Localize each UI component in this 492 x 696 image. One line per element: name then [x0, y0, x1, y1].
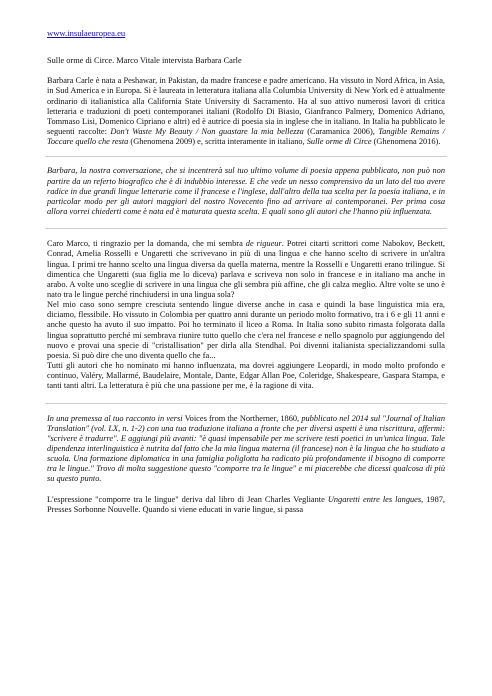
- answer-1-paragraph-1: [47, 239, 445, 300]
- a2-run: , 1987, Presses Sorbonne Nouvelle. Quando si viene educati in varie lingue, si passa: [47, 494, 445, 514]
- bio-run: Don't Waste My Beauty / Non guastare la mia bellezza: [110, 127, 304, 137]
- section-divider: [45, 228, 447, 229]
- bio-paragraph: [47, 76, 445, 147]
- a1-run: de rigueur: [245, 239, 282, 249]
- question-1: Barbara, la nostra conversazione, che si incentrerà sul tuo ultimo volume di poesia appena pubblicato, non può non partire da un referto biografico che è di indubbio interesse. E che vede un nesso comprensivo da un lato del tuo avere radice in due grandi lingue letterarie come il francese e l'inglese, dall'altro della tua scelta per la poesia italiana, e in particolar modo per gli autori maggiori del nostro Novecento fino ad arrivare ai contemporanei. Per prima cosa allora vorrei chiederti come è nata ed è maturata questa scelta. E quali sono gli autori che l'hanno più influenzata.: [47, 166, 445, 217]
- q2-run: In una premessa al tuo racconto in versi: [47, 413, 185, 423]
- question-2: [47, 414, 445, 485]
- answer-2-paragraph-1: [47, 495, 445, 515]
- q2-run: pubblicato nel 2014 sul "Journal of Italian Translation" (vol. LX, n. 1-2) con una tua traduzione italiana a fronte che per diversi aspetti è una riscrittura, affermi: "scrivere è tradurre". E aggiungi più avanti: "è quasi impensabile per me scrivere testi poetici in un'unica lingua. Tale dipendenza interlinguistica è nutrita dal fatto che la mia lingua materna (il francese) non è la lingua che ho studiato a scuola. Una formazione diplomatica in una famiglia poliglotta ha radicato più profondamente il bisogno di comporre tra le lingue." Trovo di molta suggestione questo "comporre tra le lingue" e mi piacerebbe che dicessi qualcosa di più su questo punto.: [47, 413, 445, 484]
- bio-run: Barbara Carle è nata a Peshawar, in Pakistan, da madre francese e padre americano. Ha vissuto in Nord Africa, in Asia, in Sud America e in Europa. Si è laureata in letteratura italiana alla Columbia University di New York ed è attualmente ordinario di italianistica alla California State University di Sacramento. Ha al suo attivo numerosi lavori di critica letteraria e traduzioni di poeti contemporanei italiani (Rodolfo Di Biasio, Gianfranco Palmery, Domenico Adriano, Tommaso Lisi, Domenico Cipriano e altri) ed è autrice di poesia sia in inglese che in italiano. In Italia ha pubblicato le seguenti raccolte:: [47, 76, 445, 137]
- article-title: Sulle orme di Circe. Marco Vitale intervista Barbara Carle: [47, 56, 242, 66]
- answer-1-paragraph-2: Nel mio caso sono sempre cresciuta sentendo lingue diverse anche in casa e quindi la base linguistica mia era, diciamo, flessibile. Ho vissuto in Colombia per quattro anni durante un periodo molto formativo, tra i 6 e gli 11 anni e anche questo ha avuto il suo impatto. Poi ho terminato il liceo a Roma. In Italia sono subito rimasta folgorata dalla lingua soprattutto perché mi sembrava riunire tutto quello che c'era nel francese e nello spagnolo pur aggiungendo del nuovo e provai una specie di "cristallisation" per dirla alla Stendhal. Poi divenni italianista specializzandomi sulla poesia. Si può dire che uno diventa quello che fa...: [47, 300, 445, 360]
- website-link[interactable]: www.insulaeuropea.eu: [47, 28, 126, 38]
- bio-run: (Ghenomena 2009) e, scritta interamente in italiano,: [128, 137, 307, 147]
- bio-run: (Caramanica 2006),: [303, 127, 379, 137]
- a1-run: Caro Marco, ti ringrazio per la domanda, che mi sembra: [47, 239, 246, 249]
- section-divider: [45, 403, 447, 404]
- a2-run: L'espressione "comporre tra le lingue" deriva dal libro di Jean Charles Vegliante: [47, 494, 328, 504]
- q2-run: Voices from the Northerner, 1860,: [184, 413, 300, 423]
- a1-run: . Potrei citarti scrittori come Nabokov, Beckett, Conrad, Amelia Rosselli e Ungaretti che scrivevano in più di una lingua e che hanno scelto di scrivere in un'altra lingua. I primi tre hanno scelto una lingua diversa da quella materna, mentre la Rosselli e Ungaretti erano trilingue. Si dimentica che Ungaretti (sua figlia me lo diceva) parlava e scriveva non solo in francese e in italiano ma anche in arabo. A volte uno sceglie di scrivere in una lingua che gli sembra più affine, che gli calza meglio. Altre volte se uno è nato tra le lingue perché rinchiudersi in una lingua sola?: [47, 239, 445, 299]
- bio-run: Sulle orme di Circe: [306, 137, 372, 147]
- a2-run: Ungaretti entre les langues: [327, 494, 422, 504]
- answer-1-paragraph-3: Tutti gli autori che ho nominato mi hanno influenzata, ma dovrei aggiungere Leopardi, in modo molto profondo e continuo, Valéry, Mallarmé, Baudelaire, Montale, Dante, Edgar Allan Poe, Coleridge, Shakespeare, Gaspara Stampa, e tanti tanti altri. La letteratura è più che una passione per me, è la ragione di vita.: [47, 361, 445, 391]
- section-divider: [45, 156, 447, 157]
- bio-run: Tangible Remains / Toccare quello che resta: [47, 127, 445, 147]
- bio-run: (Ghenomena 2016).: [371, 137, 441, 147]
